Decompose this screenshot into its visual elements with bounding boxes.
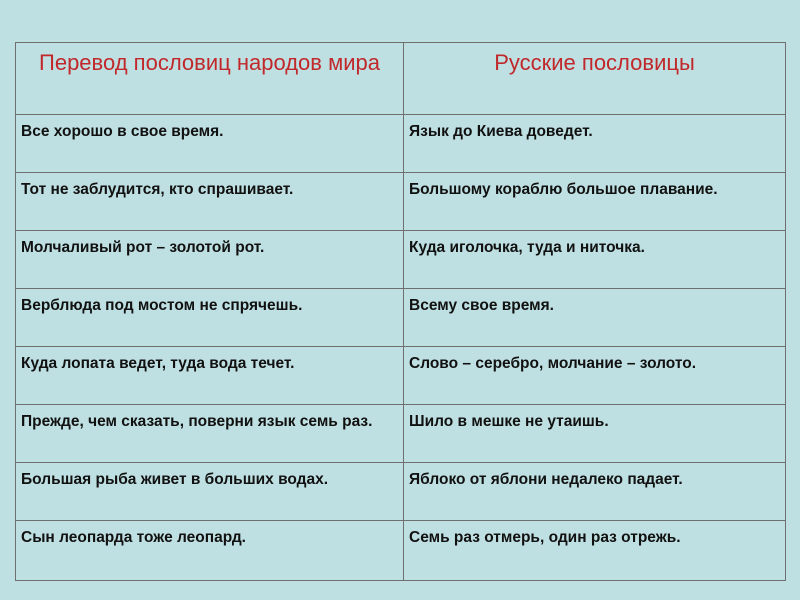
header-foreign-proverbs: Перевод пословиц народов мира bbox=[16, 43, 404, 115]
table-header-row bbox=[16, 43, 786, 115]
table-row bbox=[16, 347, 786, 405]
table-row bbox=[16, 115, 786, 173]
table-row bbox=[16, 231, 786, 289]
russian-proverb-cell: Семь раз отмерь, один раз отрежь. bbox=[404, 521, 786, 581]
foreign-proverb-cell: Верблюда под мостом не спрячешь. bbox=[16, 289, 404, 347]
russian-proverb-cell: Большому кораблю большое плавание. bbox=[404, 173, 786, 231]
table-row bbox=[16, 173, 786, 231]
russian-proverb-cell: Слово – серебро, молчание – золото. bbox=[404, 347, 786, 405]
russian-proverb-cell: Куда иголочка, туда и ниточка. bbox=[404, 231, 786, 289]
foreign-proverb-cell: Все хорошо в свое время. bbox=[16, 115, 404, 173]
header-russian-proverbs: Русские пословицы bbox=[404, 43, 786, 115]
russian-proverb-cell: Шило в мешке не утаишь. bbox=[404, 405, 786, 463]
foreign-proverb-cell: Прежде, чем сказать, поверни язык семь раз. bbox=[16, 405, 404, 463]
foreign-proverb-cell: Тот не заблудится, кто спрашивает. bbox=[16, 173, 404, 231]
proverbs-table bbox=[15, 42, 786, 581]
table-row bbox=[16, 463, 786, 521]
foreign-proverb-cell: Большая рыба живет в больших водах. bbox=[16, 463, 404, 521]
russian-proverb-cell: Всему свое время. bbox=[404, 289, 786, 347]
foreign-proverb-cell: Куда лопата ведет, туда вода течет. bbox=[16, 347, 404, 405]
table-row bbox=[16, 405, 786, 463]
foreign-proverb-cell: Сын леопарда тоже леопард. bbox=[16, 521, 404, 581]
russian-proverb-cell: Язык до Киева доведет. bbox=[404, 115, 786, 173]
table-row bbox=[16, 289, 786, 347]
table-row bbox=[16, 521, 786, 581]
foreign-proverb-cell: Молчаливый рот – золотой рот. bbox=[16, 231, 404, 289]
russian-proverb-cell: Яблоко от яблони недалеко падает. bbox=[404, 463, 786, 521]
